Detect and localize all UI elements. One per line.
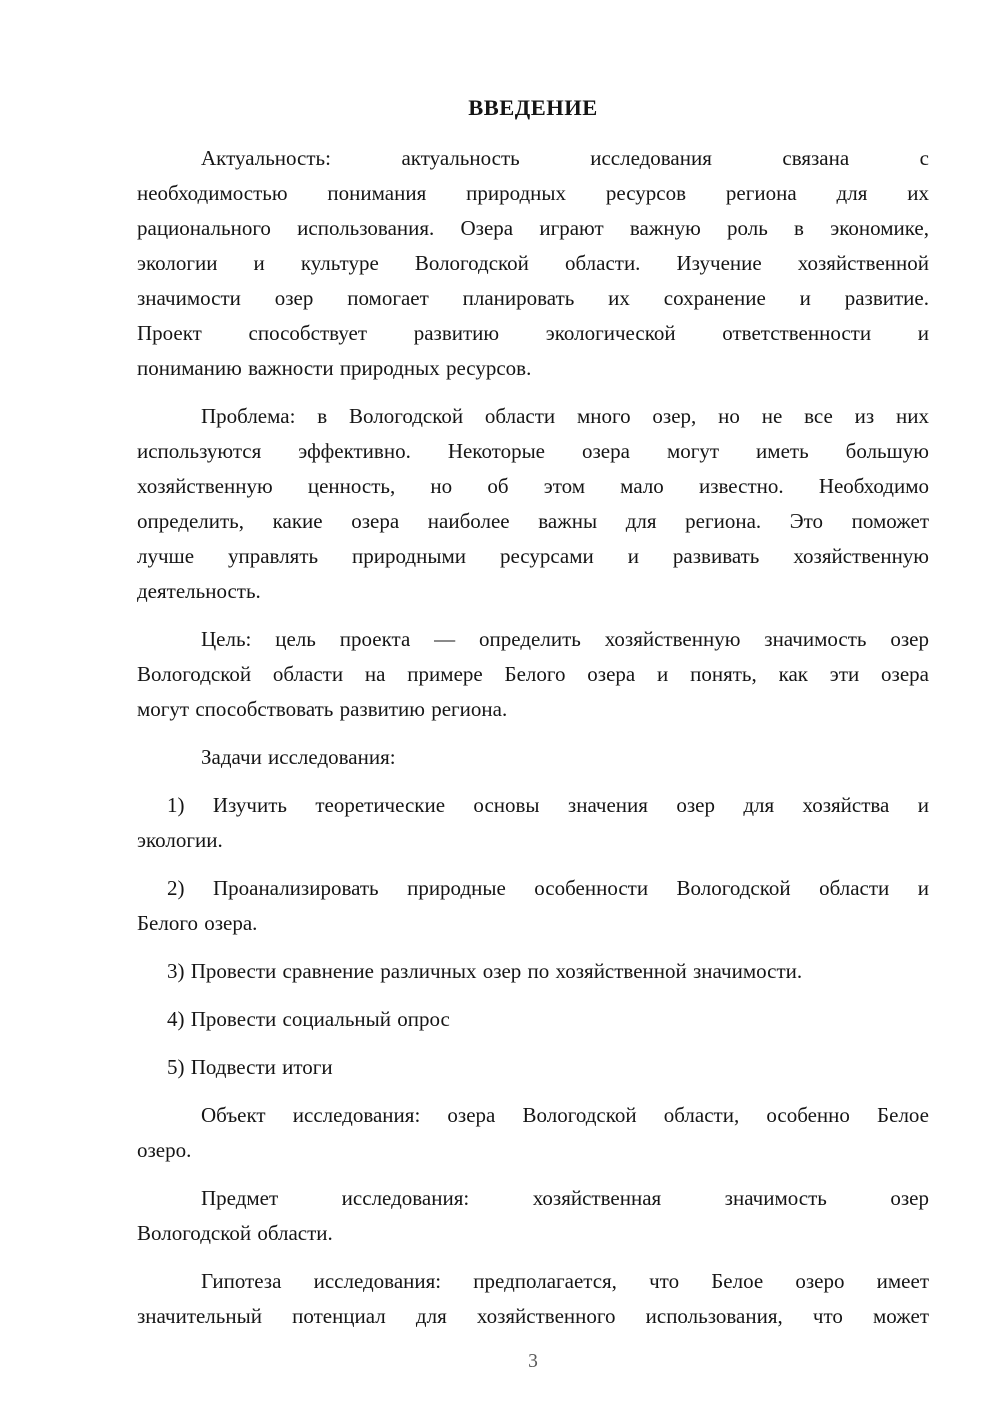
text-line: значимости озер помогает планировать их сохранение и развитие. xyxy=(137,286,929,310)
text-line: 1) Изучить теоретические основы значения озер для хозяйства и xyxy=(167,793,929,817)
list-item-paragraph xyxy=(137,1002,929,1037)
paragraph xyxy=(137,1098,929,1168)
text-line: Задачи исследования: xyxy=(201,745,396,769)
text-line: необходимостью понимания природных ресурсов региона для их xyxy=(137,181,929,205)
paragraph xyxy=(137,1264,929,1334)
text-line: экологии. xyxy=(137,828,223,852)
text-line: озеро. xyxy=(137,1138,192,1162)
text-line: деятельность. xyxy=(137,579,261,603)
text-line: 3) Провести сравнение различных озер по хозяйственной значимости. xyxy=(167,959,803,983)
text-line: Цель: цель проекта — определить хозяйственную значимость озер xyxy=(201,627,929,651)
text-line: Актуальность: актуальность исследования связана с xyxy=(201,146,929,170)
text-line: хозяйственную ценность, но об этом мало известно. Необходимо xyxy=(137,474,929,498)
list-item-paragraph xyxy=(137,954,929,989)
list-item-paragraph xyxy=(137,1050,929,1085)
text-line: рационального использования. Озера играют важную роль в экономике, xyxy=(137,216,929,240)
text-line: Проблема: в Вологодской области много озер, но не все из них xyxy=(201,404,929,428)
text-line: пониманию важности природных ресурсов. xyxy=(137,356,532,380)
text-line: могут способствовать развитию региона. xyxy=(137,697,508,721)
text-line: Вологодской области. xyxy=(137,1221,333,1245)
text-line: экологии и культуре Вологодской области. Изучение хозяйственной xyxy=(137,251,929,275)
text-line: Белого озера. xyxy=(137,911,258,935)
text-line: Гипотеза исследования: предполагается, что Белое озеро имеет xyxy=(201,1269,929,1293)
paragraph xyxy=(137,141,929,386)
text-line: Вологодской области на примере Белого озера и понять, как эти озера xyxy=(137,662,929,686)
text-line: значительный потенциал для хозяйственного использования, что может xyxy=(137,1304,929,1328)
text-line: лучше управлять природными ресурсами и развивать хозяйственную xyxy=(137,544,929,568)
text-line: используются эффективно. Некоторые озера могут иметь большую xyxy=(137,439,929,463)
section-title: ВВЕДЕНИЕ xyxy=(468,95,598,120)
text-line: 4) Провести социальный опрос xyxy=(167,1007,450,1031)
text-line: определить, какие озера наиболее важны для региона. Это поможет xyxy=(137,509,929,533)
document-body xyxy=(137,141,929,1334)
text-line: 2) Проанализировать природные особенности Вологодской области и xyxy=(167,876,929,900)
text-line: 5) Подвести итоги xyxy=(167,1055,333,1079)
text-line: Объект исследования: озера Вологодской области, особенно Белое xyxy=(201,1103,929,1127)
text-line: Проект способствует развитию экологической ответственности и xyxy=(137,321,929,345)
paragraph xyxy=(137,622,929,727)
list-item-paragraph xyxy=(137,871,929,941)
page-number: 3 xyxy=(528,1351,538,1372)
text-line: Предмет исследования: хозяйственная значимость озер xyxy=(201,1186,929,1210)
paragraph xyxy=(137,740,929,775)
paragraph xyxy=(137,1181,929,1251)
paragraph xyxy=(137,399,929,609)
list-item-paragraph xyxy=(137,788,929,858)
